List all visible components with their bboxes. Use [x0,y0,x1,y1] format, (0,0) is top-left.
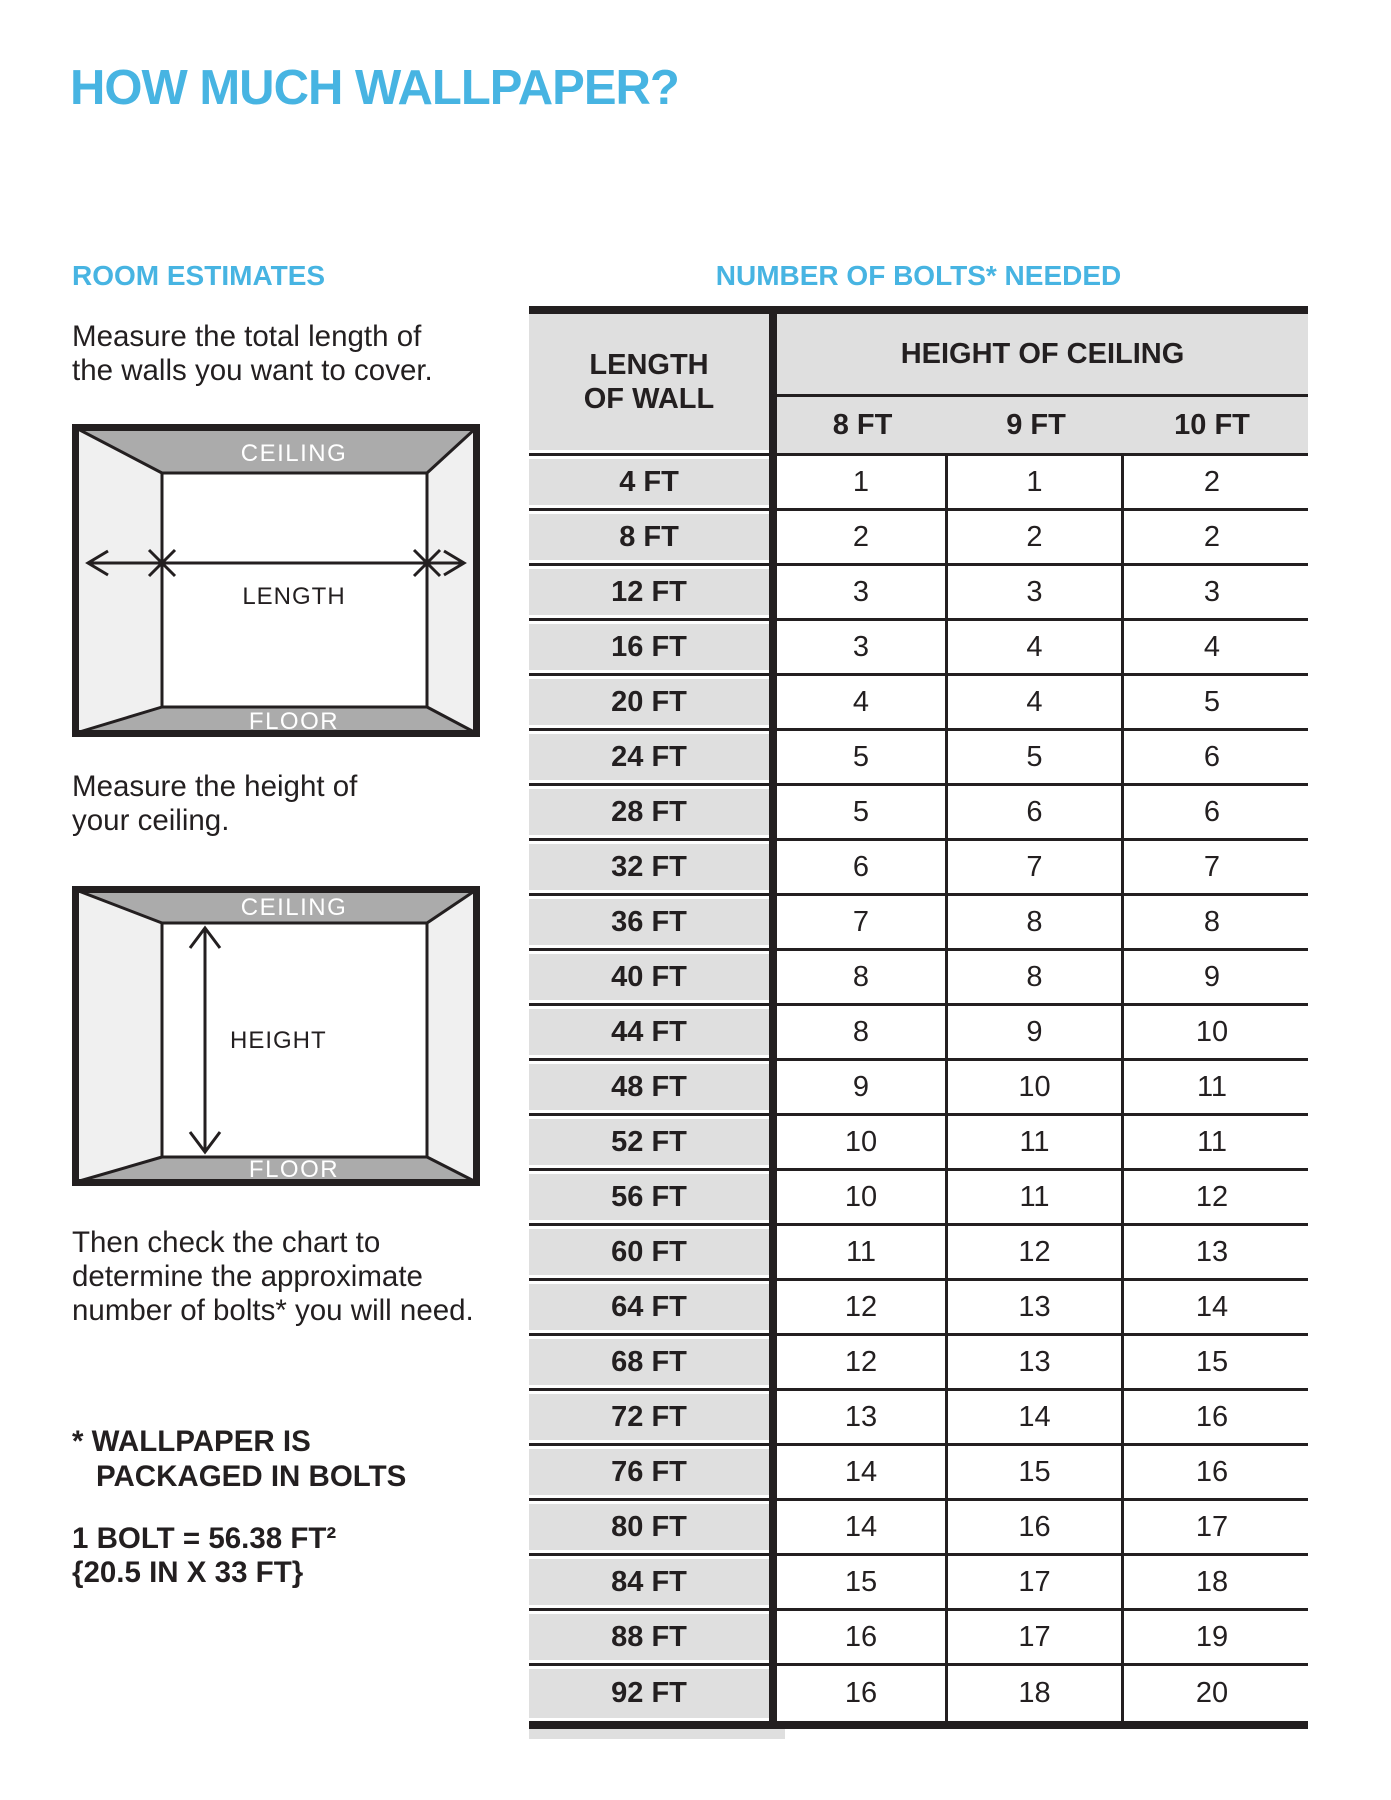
bolts-value-9ft: 11 [948,1116,1124,1168]
table-row [529,896,1308,951]
wall-length-cell [529,951,777,1003]
height-of-ceiling-header-cell: HEIGHT OF CEILING [777,314,1308,397]
bolts-value-8ft: 8 [777,1006,948,1058]
bolts-value-10ft: 6 [1203,740,1221,773]
wall-length-label: 32 FT [529,844,769,890]
bolts-value-10ft: 16 [1195,1400,1229,1433]
bolts-value-9ft: 17 [948,1611,1124,1663]
bolts-value-8ft: 3 [777,621,948,673]
bolts-value-9ft: 8 [948,896,1124,948]
table-row [529,841,1308,896]
table-row [529,1226,1308,1281]
wall-length-label: 48 FT [529,1064,769,1110]
table-row [529,676,1308,731]
wall-length-label: 20 FT [529,679,769,725]
ceiling-label: CEILING [240,894,348,921]
bolts-value-8ft: 6 [777,841,948,893]
bolts-value-9ft: 4 [948,676,1124,728]
instruction-line: number of bolts* you will need. [72,1294,474,1327]
bolts-value-8ft: 4 [777,676,948,728]
bolts-value-10ft: 12 [1195,1180,1229,1213]
instruction-paragraph-height [72,770,357,838]
bolts-value-10ft: 17 [1195,1510,1229,1543]
bolts-value-9ft: 4 [948,621,1124,673]
bolts-value-9ft: 12 [948,1226,1124,1278]
bolts-value-10ft: 9 [1203,960,1221,993]
wall-length-label: 68 FT [529,1339,769,1385]
bolts-value-8ft: 5 [777,731,948,783]
bolts-value-10ft: 4 [1203,630,1221,663]
bolts-value-10ft: 18 [1195,1565,1229,1598]
bolts-value-8ft: 11 [777,1226,948,1278]
table-row [529,1281,1308,1336]
wall-length-cell [529,841,777,893]
bolts-value-8ft: 13 [777,1391,948,1443]
table-row [529,456,1308,511]
table-row [529,1611,1308,1666]
column-header-8ft: 8 FT [832,408,893,441]
left-wall [76,890,162,1182]
wall-length-cell [529,676,777,728]
wall-length-cell [529,1226,777,1278]
bolts-value-8ft: 9 [777,1061,948,1113]
ceiling-label: CEILING [240,440,348,467]
length-dimension-label: LENGTH [242,583,346,610]
wall-length-cell [529,456,777,508]
length-of-wall-line: OF WALL [583,383,715,415]
instruction-paragraph-length [72,320,433,388]
floor-label: FLOOR [248,1156,340,1183]
table-row [529,1336,1308,1391]
bolts-value-9ft: 17 [948,1556,1124,1608]
table-row [529,511,1308,566]
wall-length-cell [529,621,777,673]
wall-length-label: 52 FT [529,1119,769,1165]
wall-length-cell [529,896,777,948]
wall-length-label: 24 FT [529,734,769,780]
wall-length-label: 16 FT [529,624,769,670]
bolts-value-9ft: 15 [948,1446,1124,1498]
wall-length-cell [529,1391,777,1443]
bolts-value-10ft: 8 [1203,905,1221,938]
wall-length-label: 56 FT [529,1174,769,1220]
wall-length-label: 40 FT [529,954,769,1000]
right-wall [427,428,476,733]
bolts-value-8ft: 10 [777,1171,948,1223]
bolts-value-8ft: 8 [777,951,948,1003]
wall-length-label: 80 FT [529,1504,769,1550]
table-row [529,951,1308,1006]
wall-length-cell [529,1611,777,1663]
bolts-value-10ft: 2 [1203,520,1221,553]
table-header [529,314,1308,456]
bolts-value-9ft: 5 [948,731,1124,783]
table-row [529,1006,1308,1061]
wall-length-cell [529,1501,777,1553]
bolts-value-10ft: 6 [1203,795,1221,828]
bolts-value-8ft: 14 [777,1446,948,1498]
bolts-value-10ft: 20 [1195,1677,1229,1709]
wall-length-label: 8 FT [529,514,769,560]
bolts-value-9ft: 16 [948,1501,1124,1553]
ceiling-height-columns [777,397,1308,453]
table-row [529,1171,1308,1226]
instruction-paragraph-chart [72,1226,474,1328]
bolts-value-9ft: 7 [948,841,1124,893]
footnote-line: * WALLPAPER IS [72,1425,311,1458]
wall-length-label: 72 FT [529,1394,769,1440]
table-row [529,621,1308,676]
bolts-value-10ft: 16 [1195,1455,1229,1488]
bolts-value-9ft: 9 [948,1006,1124,1058]
bolts-value-8ft: 5 [777,786,948,838]
table-row [529,1116,1308,1171]
wall-length-cell [529,566,777,618]
wall-length-cell [529,1171,777,1223]
column-header-10ft: 10 FT [1174,408,1250,441]
bolt-spec-line: 1 BOLT = 56.38 FT² [72,1522,337,1555]
wall-length-cell [529,731,777,783]
bolts-value-8ft: 3 [777,566,948,618]
height-dimension-label: HEIGHT [230,1027,327,1054]
instruction-line: Measure the total length of [72,320,422,353]
bolts-value-9ft: 2 [948,511,1124,563]
instruction-line: Then check the chart to [72,1226,381,1259]
bolts-footnote [72,1424,406,1494]
bolts-value-8ft: 10 [777,1116,948,1168]
bolts-value-10ft: 13 [1195,1235,1229,1268]
bolts-value-8ft: 1 [777,456,948,508]
footnote-line: PACKAGED IN BOLTS [96,1460,407,1493]
bolts-value-10ft: 2 [1203,465,1221,498]
table-row [529,1666,1308,1721]
wall-length-cell [529,1666,777,1721]
wall-length-label: 88 FT [529,1614,769,1660]
wall-length-cell [529,786,777,838]
table-top-border [529,306,1308,314]
bolts-table [529,306,1308,1739]
bolts-value-8ft: 12 [777,1336,948,1388]
bolts-value-9ft: 18 [948,1666,1124,1721]
bolt-spec-line: {20.5 IN X 33 FT} [72,1556,304,1589]
table-row [529,1556,1308,1611]
wall-length-cell [529,1116,777,1168]
room-length-diagram [72,424,480,737]
wall-length-label: 92 FT [529,1669,769,1718]
bolts-value-9ft: 6 [948,786,1124,838]
instruction-line: determine the approximate [72,1260,423,1293]
wall-length-cell [529,1336,777,1388]
bolts-value-10ft: 7 [1203,850,1221,883]
wall-length-cell [529,1446,777,1498]
bolts-value-9ft: 14 [948,1391,1124,1443]
wall-length-label: 60 FT [529,1229,769,1275]
table-bottom-border [529,1721,1308,1729]
instruction-line: Measure the height of [72,770,358,803]
bolts-value-9ft: 10 [948,1061,1124,1113]
bolts-value-9ft: 1 [948,456,1124,508]
bolts-value-8ft: 12 [777,1281,948,1333]
instruction-line: the walls you want to cover. [72,354,433,387]
bolt-spec [72,1522,336,1590]
bolts-value-9ft: 13 [948,1336,1124,1388]
wall-length-label: 28 FT [529,789,769,835]
room-height-diagram [72,886,480,1186]
table-row [529,1061,1308,1116]
right-wall [427,890,476,1182]
instruction-line: your ceiling. [72,804,230,837]
wall-length-label: 44 FT [529,1009,769,1055]
bolts-value-10ft: 5 [1203,685,1221,718]
length-of-wall-line: LENGTH [589,349,709,381]
bolts-value-8ft: 2 [777,511,948,563]
floor-label: FLOOR [248,708,340,735]
table-row [529,1501,1308,1556]
left-wall [76,428,162,733]
bolts-needed-heading: NUMBER OF BOLTS* NEEDED [715,260,1122,291]
wall-length-cell [529,1556,777,1608]
table-row [529,1391,1308,1446]
table-row [529,1446,1308,1501]
bolts-value-8ft: 16 [777,1666,948,1721]
length-of-wall-header-cell [529,314,777,453]
bolts-value-10ft: 19 [1195,1620,1229,1653]
page-title: HOW MUCH WALLPAPER? [70,61,679,115]
table-row [529,786,1308,841]
bolts-value-10ft: 11 [1196,1125,1228,1158]
room-estimates-heading: ROOM ESTIMATES [72,260,326,291]
bolts-value-9ft: 13 [948,1281,1124,1333]
bolts-value-8ft: 15 [777,1556,948,1608]
wall-length-label: 12 FT [529,569,769,615]
wall-length-cell [529,1006,777,1058]
wall-length-cell [529,511,777,563]
wall-length-cell [529,1061,777,1113]
bolts-value-10ft: 3 [1203,575,1221,608]
bolts-value-8ft: 7 [777,896,948,948]
bolts-value-9ft: 8 [948,951,1124,1003]
wall-length-label: 4 FT [529,459,769,505]
table-row [529,566,1308,621]
table-row [529,731,1308,786]
column-header-9ft: 9 FT [1006,408,1066,441]
wall-length-label: 84 FT [529,1559,769,1605]
wall-length-label: 36 FT [529,899,769,945]
bolts-value-9ft: 11 [948,1171,1124,1223]
bolts-value-10ft: 14 [1195,1290,1229,1323]
wall-length-label: 64 FT [529,1284,769,1330]
bolts-value-8ft: 14 [777,1501,948,1553]
table-body [529,456,1308,1721]
bolts-value-9ft: 3 [948,566,1124,618]
bolts-value-10ft: 10 [1195,1015,1229,1048]
wall-length-cell [529,1281,777,1333]
bolts-value-10ft: 15 [1195,1345,1229,1378]
bolts-value-8ft: 16 [777,1611,948,1663]
table-bottom-stub [529,1729,785,1739]
wall-length-label: 76 FT [529,1449,769,1495]
bolts-value-10ft: 11 [1196,1070,1228,1103]
